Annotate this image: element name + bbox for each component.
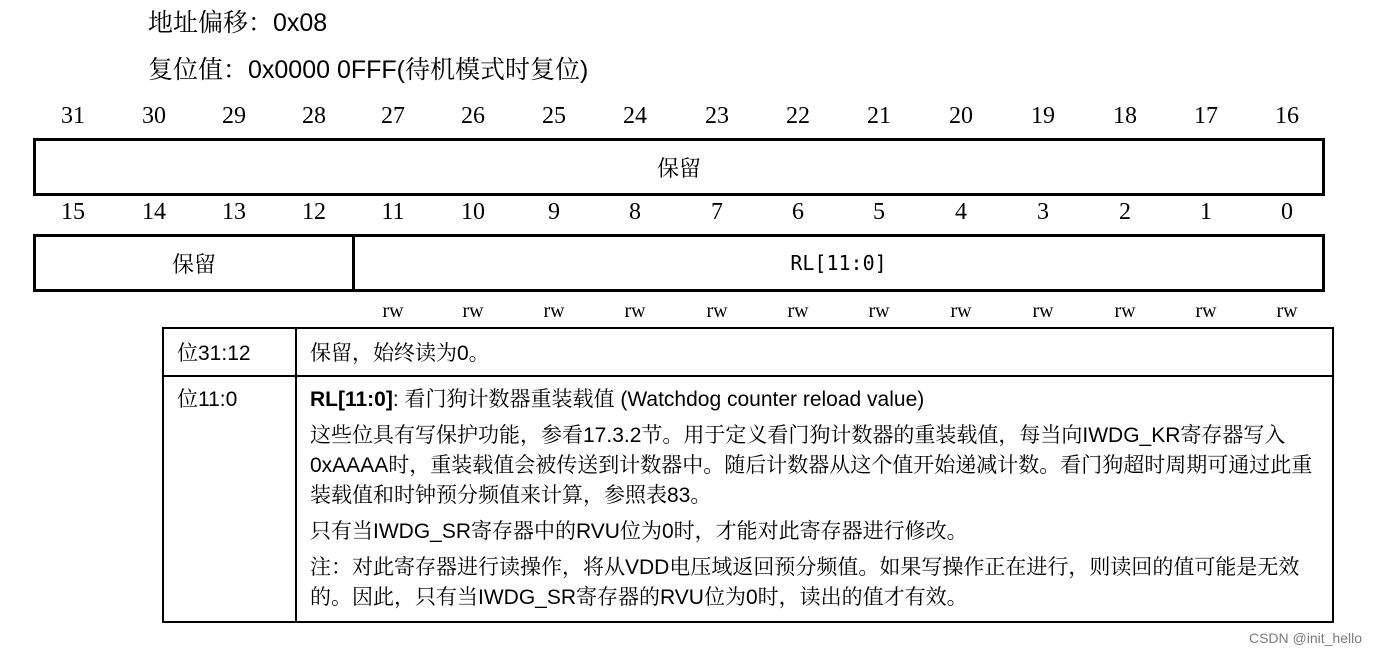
rl-read-note: 注：对此寄存器进行读操作，将从VDD电压域返回预分频值。如果写操作正在进行，则读回的值可能是无效的。因此，只有当IWDG_SR寄存器的RVU位为0时，读出的值才有效。 xyxy=(310,556,1300,609)
bit-number: 31 xyxy=(61,103,85,129)
access-type: rw xyxy=(950,300,972,322)
access-type: rw xyxy=(1114,300,1136,322)
bit-number: 17 xyxy=(1194,103,1218,129)
access-type: rw xyxy=(1276,300,1298,322)
bit-number: 27 xyxy=(381,103,405,129)
reset-value-label: 复位值：0x0000 0FFF(待机模式时复位) xyxy=(148,56,589,84)
bit-number: 3 xyxy=(1037,199,1049,225)
bit-number: 15 xyxy=(61,199,85,225)
register-upper-half xyxy=(33,138,1325,196)
access-type: rw xyxy=(382,300,404,322)
bit-description-cell: 保留，始终读为0。 xyxy=(296,328,1333,376)
bit-number: 6 xyxy=(792,199,804,225)
access-type: rw xyxy=(868,300,890,322)
bit-number: 7 xyxy=(711,199,723,225)
bit-number: 1 xyxy=(1200,199,1212,225)
table-row xyxy=(163,376,1333,622)
access-type-row xyxy=(33,296,1328,326)
rl-field-name: RL[11:0] xyxy=(310,388,393,411)
access-type: rw xyxy=(543,300,565,322)
bit-number: 25 xyxy=(542,103,566,129)
bit-number: 21 xyxy=(867,103,891,129)
watermark: CSDN @init_hello xyxy=(1248,630,1362,646)
bit-number: 10 xyxy=(461,199,485,225)
bit-range-cell: 位31:12 xyxy=(163,328,296,376)
access-type: rw xyxy=(462,300,484,322)
rl-field: RL[11:0] xyxy=(790,251,887,275)
access-type: rw xyxy=(706,300,728,322)
bit-number: 5 xyxy=(873,199,885,225)
bit-number: 16 xyxy=(1275,103,1299,129)
address-offset-label: 地址偏移：0x08 xyxy=(148,9,328,37)
bit-number: 29 xyxy=(222,103,246,129)
bit-range-cell: 位11:0 xyxy=(163,376,296,622)
bit-number: 2 xyxy=(1119,199,1131,225)
table-row xyxy=(163,328,1333,376)
bit-number: 8 xyxy=(629,199,641,225)
bit-number: 13 xyxy=(222,199,246,225)
bit-number: 14 xyxy=(142,199,166,225)
access-type: rw xyxy=(624,300,646,322)
reserved-field-lower: 保留 xyxy=(36,237,355,289)
bit-number: 30 xyxy=(142,103,166,129)
register-lower-half xyxy=(33,234,1325,292)
bit-description-table xyxy=(162,327,1334,623)
bit-number: 12 xyxy=(302,199,326,225)
bit-description-cell xyxy=(296,376,1333,622)
access-type: rw xyxy=(1032,300,1054,322)
bit-number: 19 xyxy=(1031,103,1055,129)
bit-number: 9 xyxy=(548,199,560,225)
rl-heading xyxy=(310,385,1324,415)
bit-numbers-low xyxy=(33,197,1328,227)
bit-number: 11 xyxy=(381,199,405,225)
bit-number: 18 xyxy=(1113,103,1137,129)
bit-number: 26 xyxy=(461,103,485,129)
bit-number: 4 xyxy=(955,199,967,225)
bit-number: 23 xyxy=(705,103,729,129)
bit-number: 20 xyxy=(949,103,973,129)
rl-field-title: : 看门狗计数器重装载值 (Watchdog counter reload value) xyxy=(392,388,925,411)
bit-numbers-high xyxy=(33,101,1328,131)
bit-number: 0 xyxy=(1281,199,1293,225)
bit-number: 22 xyxy=(786,103,810,129)
access-type: rw xyxy=(787,300,809,322)
bit-number: 28 xyxy=(302,103,326,129)
rl-description-paragraph: 这些位具有写保护功能，参看17.3.2节。用于定义看门狗计数器的重装载值，每当向IWDG_KR寄存器写入0xAAAA时，重装载值会被传送到计数器中。随后计数器从这个值开始递减计数。看门狗超时周期可通过此重装载值和时钟预分频值来计算，参照表83。 xyxy=(310,424,1313,507)
bit-number: 24 xyxy=(623,103,647,129)
access-type: rw xyxy=(1195,300,1217,322)
reserved-field-upper: 保留 xyxy=(656,155,701,181)
rl-write-condition: 只有当IWDG_SR寄存器中的RVU位为0时，才能对此寄存器进行修改。 xyxy=(310,520,968,543)
